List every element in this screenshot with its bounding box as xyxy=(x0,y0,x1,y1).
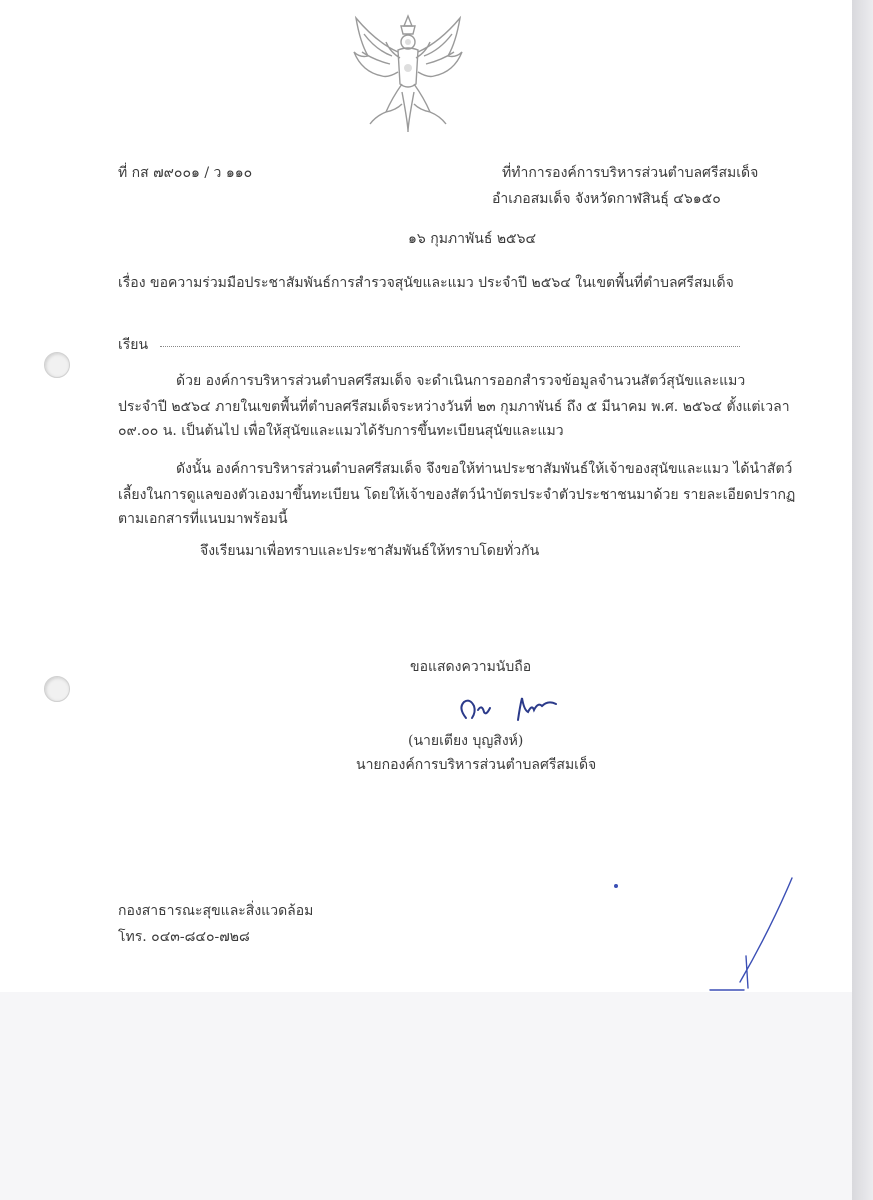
department: กองสาธารณะสุขและสิ่งแวดล้อม xyxy=(118,903,314,919)
office-address-line1: ที่ทำการองค์การบริหารส่วนตำบลศรีสมเด็จ xyxy=(502,165,759,181)
letter-subject: เรื่อง ขอความร่วมมือประชาสัมพันธ์การสำรวจสุนัขและแมว ประจำปี ๒๕๖๔ ในเขตพื้นที่ตำบลศรีสมเด็จ xyxy=(118,275,734,291)
paragraph-3: จึงเรียนมาเพื่อทราบและประชาสัมพันธ์ให้ทราบโดยทั่วกัน xyxy=(200,543,540,559)
pen-stroke-mark xyxy=(700,870,810,992)
paragraph-1-line-3: ๐๙.๐๐ น. เป็นต้นไป เพื่อให้สุนัขและแมวได้รับการขึ้นทะเบียนสุนัขและแมว xyxy=(118,423,564,439)
punch-hole-top xyxy=(44,352,70,378)
paragraph-1-line-1: ด้วย องค์การบริหารส่วนตำบลศรีสมเด็จ จะดำเนินการออกสำรวจข้อมูลจำนวนสัตว์สุนัขและแมว xyxy=(176,373,746,389)
paragraph-2-line-2: เลี้ยงในการดูแลของตัวเองมาขึ้นทะเบียน โดยให้เจ้าของสัตว์นำบัตรประจำตัวประชาชนมาด้วย รายละเอียดปรากฏ xyxy=(118,487,796,503)
paragraph-2-line-3: ตามเอกสารที่แนบมาพร้อมนี้ xyxy=(118,511,288,527)
closing-phrase: ขอแสดงความนับถือ xyxy=(410,659,532,675)
ink-dot xyxy=(614,884,618,888)
handwritten-signature xyxy=(452,692,572,726)
office-address-line2: อำเภอสมเด็จ จังหวัดกาฬสินธุ์ ๔๖๑๕๐ xyxy=(492,191,721,207)
garuda-emblem-icon xyxy=(346,12,470,136)
salutation: เรียน xyxy=(118,337,149,353)
reference-number: ที่ กส ๗๙๐๐๑ / ว ๑๑๐ xyxy=(118,165,253,181)
scanner-edge xyxy=(852,0,873,1200)
signer-name: (นายเตียง บุญสิงห์) xyxy=(408,733,524,749)
recipient-dotted-line xyxy=(160,346,740,347)
phone-number: โทร. ๐๔๓-๘๔๐-๗๒๘ xyxy=(118,929,250,945)
signer-title: นายกองค์การบริหารส่วนตำบลศรีสมเด็จ xyxy=(356,757,597,773)
scanner-background xyxy=(0,992,873,1200)
punch-hole-bottom xyxy=(44,676,70,702)
letter-date: ๑๖ กุมภาพันธ์ ๒๕๖๔ xyxy=(408,231,537,247)
paragraph-1-line-2: ประจำปี ๒๕๖๔ ภายในเขตพื้นที่ตำบลศรีสมเด็จระหว่างวันที่ ๒๓ กุมภาพันธ์ ถึง ๕ มีนาคม พ.ศ. ๒๕๖๔ ตั้งแต่เวลา xyxy=(118,399,790,415)
paragraph-2-line-1: ดังนั้น องค์การบริหารส่วนตำบลศรีสมเด็จ จึงขอให้ท่านประชาสัมพันธ์ให้เจ้าของสุนัขและแมว ได้นำสัตว์ xyxy=(176,461,793,477)
